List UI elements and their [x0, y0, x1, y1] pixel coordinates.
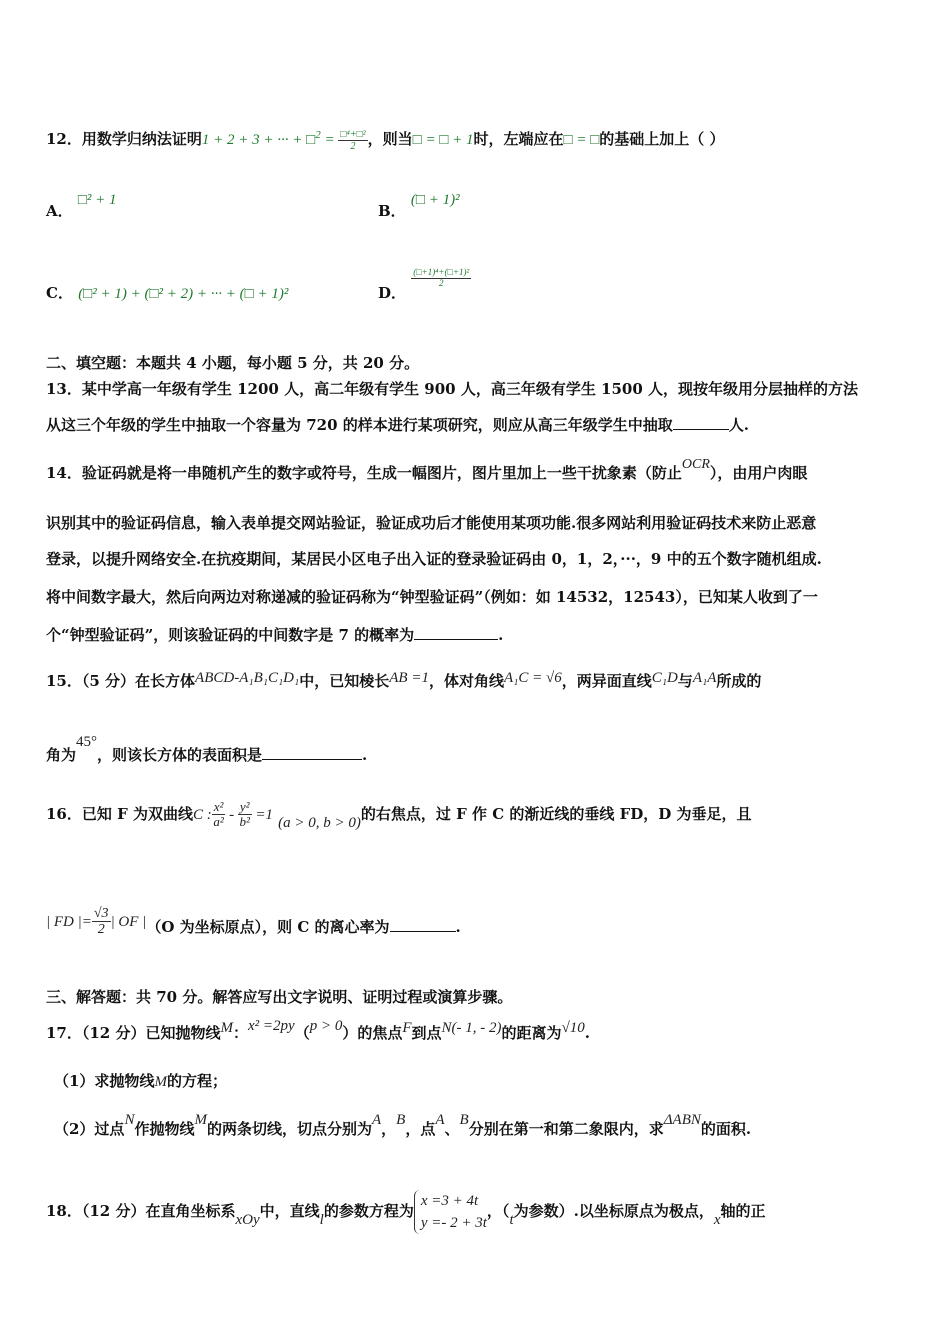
q15-line2-a: 角为 [46, 746, 77, 764]
q16-b: 的右焦点，过 F 作 C 的渐近线的垂线 FD，D 为垂足，且 [360, 804, 752, 823]
q16-frac-y [238, 800, 252, 830]
q18-x: x [713, 1212, 721, 1228]
q17-n: N(- 1, - 2) [441, 1020, 502, 1036]
q12-middle2: 时，左端应在 [473, 130, 564, 148]
q15-ac: A₁C = √6 [503, 670, 562, 686]
option-d-label: D． [378, 284, 407, 302]
q16-answer-blank[interactable] [390, 931, 456, 932]
q17-s2-triangle: ΔABN [663, 1112, 701, 1128]
q15-answer-blank[interactable] [262, 759, 362, 760]
q17-f: F [402, 1020, 412, 1036]
q12-option-b[interactable] [378, 192, 460, 221]
q16-a2: a² [213, 814, 224, 830]
q15-line2-end: . [362, 746, 368, 764]
q15-ab: AB =1 [389, 670, 429, 686]
q17-s2-point-b: B [396, 1112, 406, 1128]
q12-formula-sum: 1 + 2 + 3 + ··· + □ [201, 132, 316, 148]
q18-c: 的参数方程为 [323, 1202, 414, 1220]
q17-s2-f: 的面积. [700, 1120, 752, 1138]
q12-prefix: 12．用数学归纳法证明 [46, 130, 202, 148]
q17-s2-e: 分别在第一和第二象限内，求 [468, 1120, 664, 1138]
q14-line-3: 登录，以提升网络安全.在抗疫期间，某居民小区电子出入证的登录验证码由 0，1，2，···，9 中的五个数字随机组成. [46, 550, 822, 568]
q18-l: l [319, 1212, 324, 1228]
q17-s1-a: （1）求抛物线 [54, 1072, 155, 1090]
q17-sub-1 [54, 1070, 227, 1091]
option-d-fraction [411, 268, 471, 289]
q15-line-1 [46, 670, 761, 691]
q12-option-c[interactable] [46, 282, 288, 303]
q12-middle: ，则当 [367, 130, 413, 148]
q16-two: 2 [97, 922, 105, 938]
q12-option-d[interactable] [378, 266, 471, 302]
q14-answer-blank[interactable] [414, 639, 498, 640]
q17-s2-point-b2: B [459, 1112, 469, 1128]
q18-f: 轴的正 [720, 1202, 766, 1220]
q17-end: . [584, 1024, 591, 1042]
q17-s2-b: 作抛物线 [134, 1120, 195, 1138]
q12-frac-denominator: 2 [350, 140, 356, 152]
q17-line-1: 17．（12 分）已知抛物线M：x² =2py（p > 0）的焦点F到点N(- 1, - 2)的距离为√10. [46, 1018, 591, 1042]
q15-line-2 [46, 734, 368, 765]
q18-sys2: y =- 2 + 3t [420, 1215, 487, 1231]
q17-s2-a: （2）过点 [54, 1120, 125, 1138]
q17-colon: ： [232, 1024, 248, 1042]
q16-minus: - [225, 806, 238, 823]
q16-x2: x² [213, 799, 224, 814]
q18-sys1: x =3 + 4t [420, 1193, 479, 1209]
q16-frac-x [212, 800, 226, 830]
q16-c: （O 为坐标原点），则 C 的离心率为 [146, 917, 390, 936]
q17-s1-m: M [154, 1074, 167, 1090]
q14-ocr: OCR [681, 457, 710, 472]
q13-answer-blank[interactable] [673, 429, 729, 430]
q17-s2-point-a: A [371, 1112, 382, 1128]
q13-line2-text: 从这三个年级的学生中抽取一个容量为 720 的样本进行某项研究，则应从高三年级学生中抽取 [46, 416, 673, 434]
q16-line-1 [46, 800, 752, 830]
option-c-label: C． [46, 284, 73, 302]
q15-solid: ABCD-A₁B₁C₁D₁ [195, 670, 300, 686]
q15-b: 中，已知棱长 [299, 672, 390, 690]
q16-sqrt3: √3 [93, 906, 109, 921]
q17-m: M [220, 1020, 233, 1036]
q15-c: ，体对角线 [428, 672, 504, 690]
q18-xoy: xOy [235, 1212, 260, 1228]
q12-formula-exponent: 2 [315, 129, 321, 141]
q14-line-1 [46, 457, 808, 483]
q12-formula-fraction [338, 129, 367, 152]
q12-base-formula: □ = □ [563, 132, 600, 148]
q12-formula-equals: = [320, 132, 339, 148]
q17-s2-d: ，点 [405, 1120, 436, 1138]
q16-b2: b² [239, 814, 250, 830]
q17-s1-b: 的方程； [166, 1072, 227, 1090]
q17-s2-m: M [194, 1112, 207, 1128]
q18-parametric-system [414, 1190, 487, 1234]
q15-a: 15．（5 分）在长方体 [46, 672, 196, 690]
q17-b: 的焦点 [357, 1024, 403, 1042]
q16-fd: | FD |= [46, 913, 92, 930]
q14-line-5 [46, 624, 503, 645]
q13-line-1: 13．某中学高一年级有学生 1200 人，高二年级有学生 900 人，高三年级有学生 1500 人，现按年级用分层抽样的方法 [46, 380, 859, 398]
q14-line1-a: 14．验证码就是将一串随机产生的数字或符号，生成一幅图片，图片里加上一些干扰象素（防止 [46, 464, 682, 482]
option-d-numerator: (□+1)⁴+(□+1)² [413, 266, 470, 277]
q16-of: | OF | [110, 913, 147, 930]
q17-a: 17．（12 分）已知抛物线 [46, 1024, 221, 1042]
option-c-formula: (□² + 1) + (□² + 2) + ··· + (□ + 1)² [78, 286, 289, 302]
q12-option-a[interactable] [46, 192, 117, 221]
q16-frac-sqrt3 [92, 906, 111, 938]
q17-d: 的距离为 [501, 1024, 562, 1042]
q17-sqrt10: √10 [561, 1020, 585, 1036]
q17-s2-n: N [124, 1112, 135, 1128]
q15-angle: 45° [76, 734, 98, 750]
q17-sub-2 [54, 1112, 752, 1139]
q18-e: 为参数）.以坐标原点为极点， [513, 1202, 714, 1220]
q15-e: 与 [677, 672, 693, 690]
section-2-title: 二、填空题：本题共 4 小题，每小题 5 分，共 20 分。 [46, 354, 420, 372]
q16-y2: y² [239, 799, 250, 814]
q15-d: ，两异面直线 [561, 672, 652, 690]
question-12 [46, 128, 725, 152]
q14-line-4: 将中间数字最大，然后向两边对称递减的验证码称为“钟型验证码”（例如：如 14532，12543），已知某人收到了一 [46, 588, 818, 606]
q15-f: 所成的 [716, 672, 762, 690]
q16-a: 16．已知 F 为双曲线 [46, 804, 193, 823]
q18-b: 中，直线 [259, 1202, 320, 1220]
option-d-denominator: 2 [438, 277, 444, 288]
q16-c-label: C : [192, 806, 212, 823]
q16-eq1: =1 [251, 806, 273, 823]
q18-t: t [509, 1212, 514, 1228]
q17-s2-comma: ， [381, 1120, 397, 1138]
section-3-title: 三、解答题：共 70 分。解答应写出文字说明、证明过程或演算步骤。 [46, 988, 513, 1006]
q14-line5-end: . [498, 626, 504, 644]
option-b-formula: (□ + 1)² [410, 192, 460, 208]
q18-line-1 [46, 1190, 766, 1234]
q16-line-2 [46, 906, 461, 938]
q15-c1d: C₁D [651, 670, 678, 686]
option-b-label: B． [378, 202, 406, 220]
option-a-formula: □² + 1 [77, 192, 117, 208]
q16-condition: (a > 0, b > 0) [278, 814, 361, 831]
q16-end: . [455, 917, 461, 936]
q14-line5-text: 个“钟型验证码”，则该验证码的中间数字是 7 的概率为 [46, 626, 415, 644]
q17-c: 到点 [411, 1024, 442, 1042]
q17-s2-point-a2: A [435, 1112, 445, 1128]
q18-d: ，（ [486, 1202, 510, 1220]
q12-condition-formula: □ = □ + 1 [412, 132, 474, 148]
q17-s2-sep: 、 [444, 1120, 460, 1138]
q12-frac-numerator: □⁴+□² [340, 128, 366, 140]
q12-formula-left [201, 129, 321, 148]
q15-a1a: A₁A [692, 670, 717, 686]
q13-line2-end: 人. [728, 416, 749, 434]
q15-line2-b: ，则该长方体的表面积是 [97, 746, 263, 764]
q14-line-2: 识别其中的验证码信息，输入表单提交网站验证，验证成功后才能使用某项功能.很多网站利用验证码技术来防止恶意 [46, 514, 817, 532]
q17-p-condition: p > 0 [309, 1018, 343, 1034]
q18-a: 18．（12 分）在直角坐标系 [46, 1202, 236, 1220]
q12-suffix: 的基础上加上（ ） [599, 130, 725, 148]
q17-equation: x² =2py [248, 1018, 295, 1034]
option-a-label: A． [46, 202, 73, 220]
q14-line1-b: ），由用户肉眼 [709, 464, 808, 482]
q13-line-2 [46, 414, 749, 435]
q17-s2-c: 的两条切线，切点分别为 [206, 1120, 372, 1138]
